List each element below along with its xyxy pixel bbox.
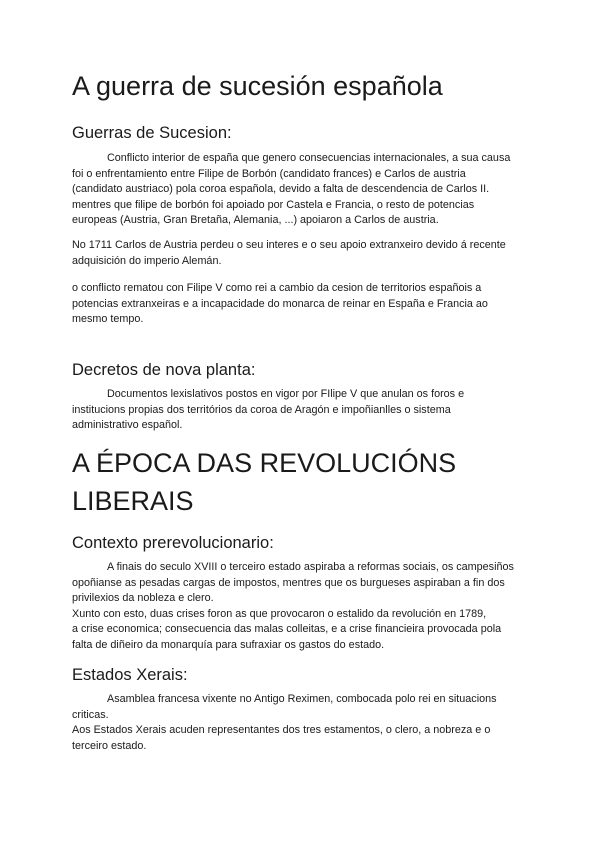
paragraph-line: Xunto con esto, duas crises foron as que provocaron o estalido da revolución en 1789, <box>72 607 487 620</box>
paragraph-line: A finais do seculo XVIII o terceiro estado aspiraba a reformas sociais, os campesiños <box>107 561 514 573</box>
heading-guerras-de-sucesion: Guerras de Sucesion: <box>72 124 232 142</box>
paragraph-contexto <box>72 560 532 654</box>
paragraph-line: opoñianse as pesadas cargas de impostos, mentres que os burgueses aspiraban a fin dos <box>72 576 505 589</box>
paragraph-line: administrativo español. <box>72 419 183 432</box>
paragraph-line: Aos Estados Xerais acuden representantes dos tres estamentos, o clero, a nobreza e o <box>72 724 491 737</box>
paragraph-line: Conflicto interior de españa que genero consecuencias internacionales, a sua causa <box>107 152 511 164</box>
section-title-line: A ÉPOCA DAS REVOLUCIÓNS <box>72 448 457 478</box>
paragraph-remate <box>72 281 532 328</box>
heading-estados-xerais: Estados Xerais: <box>72 666 188 684</box>
paragraph-decretos <box>72 387 532 434</box>
paragraph-line: terceiro estado. <box>72 739 147 752</box>
paragraph-line: a crise economica; consecuencia das malas colleitas, e a crise financieira provocada pola <box>72 623 502 636</box>
paragraph-line: adquisición do imperio Alemán. <box>72 254 222 267</box>
section-title-line: LIBERAIS <box>72 486 194 516</box>
heading-contexto-prerevolucionario: Contexto prerevolucionario: <box>72 534 274 552</box>
paragraph-line: mesmo tempo. <box>72 313 144 326</box>
paragraph-line: Asamblea francesa vixente no Antigo Reximen, combocada polo rei en situacions <box>107 693 497 705</box>
paragraph-line: mentres que filipe de borbón foi apoiado por Castela e Francia, o resto de potencias <box>72 198 475 211</box>
paragraph-estados-xerais <box>72 692 532 754</box>
paragraph-line: institucions propias dos territórios da coroa de Aragón e impoñianlles o sistema <box>72 403 451 416</box>
section-title-revolucions <box>72 444 456 520</box>
paragraph-line: No 1711 Carlos de Austria perdeu o seu interes e o seu apoio extranxeiro devido á recente <box>72 239 506 251</box>
paragraph-conflicto <box>72 151 532 229</box>
paragraph-line: potencias extranxeiras e a incapacidade do monarca de reinar en España e Francia ao <box>72 297 488 310</box>
paragraph-line: falta de diñeiro da monarquía para sufraxiar os gastos do estado. <box>72 638 385 651</box>
paragraph-line: foi o enfrentamiento entre Filipe de Borbón (candidato frances) e Carlos de austria <box>72 167 466 180</box>
paragraph-line: privilexios da nobleza e clero. <box>72 592 214 605</box>
section-title-sucesion: A guerra de sucesión española <box>72 71 443 101</box>
paragraph-line: Documentos lexislativos postos en vigor por FIlipe V que anulan os foros e <box>107 388 465 400</box>
paragraph-line: criticas. <box>72 708 109 721</box>
paragraph-line: europeas (Austria, Gran Bretaña, Alemania, ...) apoiaron a Carlos de austria. <box>72 214 439 227</box>
paragraph-line: (candidato austriaco) pola coroa española, devido a falta de descendencia de Carlos II. <box>72 183 490 196</box>
paragraph-line: o conflicto rematou con Filipe V como rei a cambio da cesion de territorios españois a <box>72 282 482 294</box>
paragraph-1711 <box>72 238 532 269</box>
heading-decretos-de-nova-planta: Decretos de nova planta: <box>72 361 256 379</box>
